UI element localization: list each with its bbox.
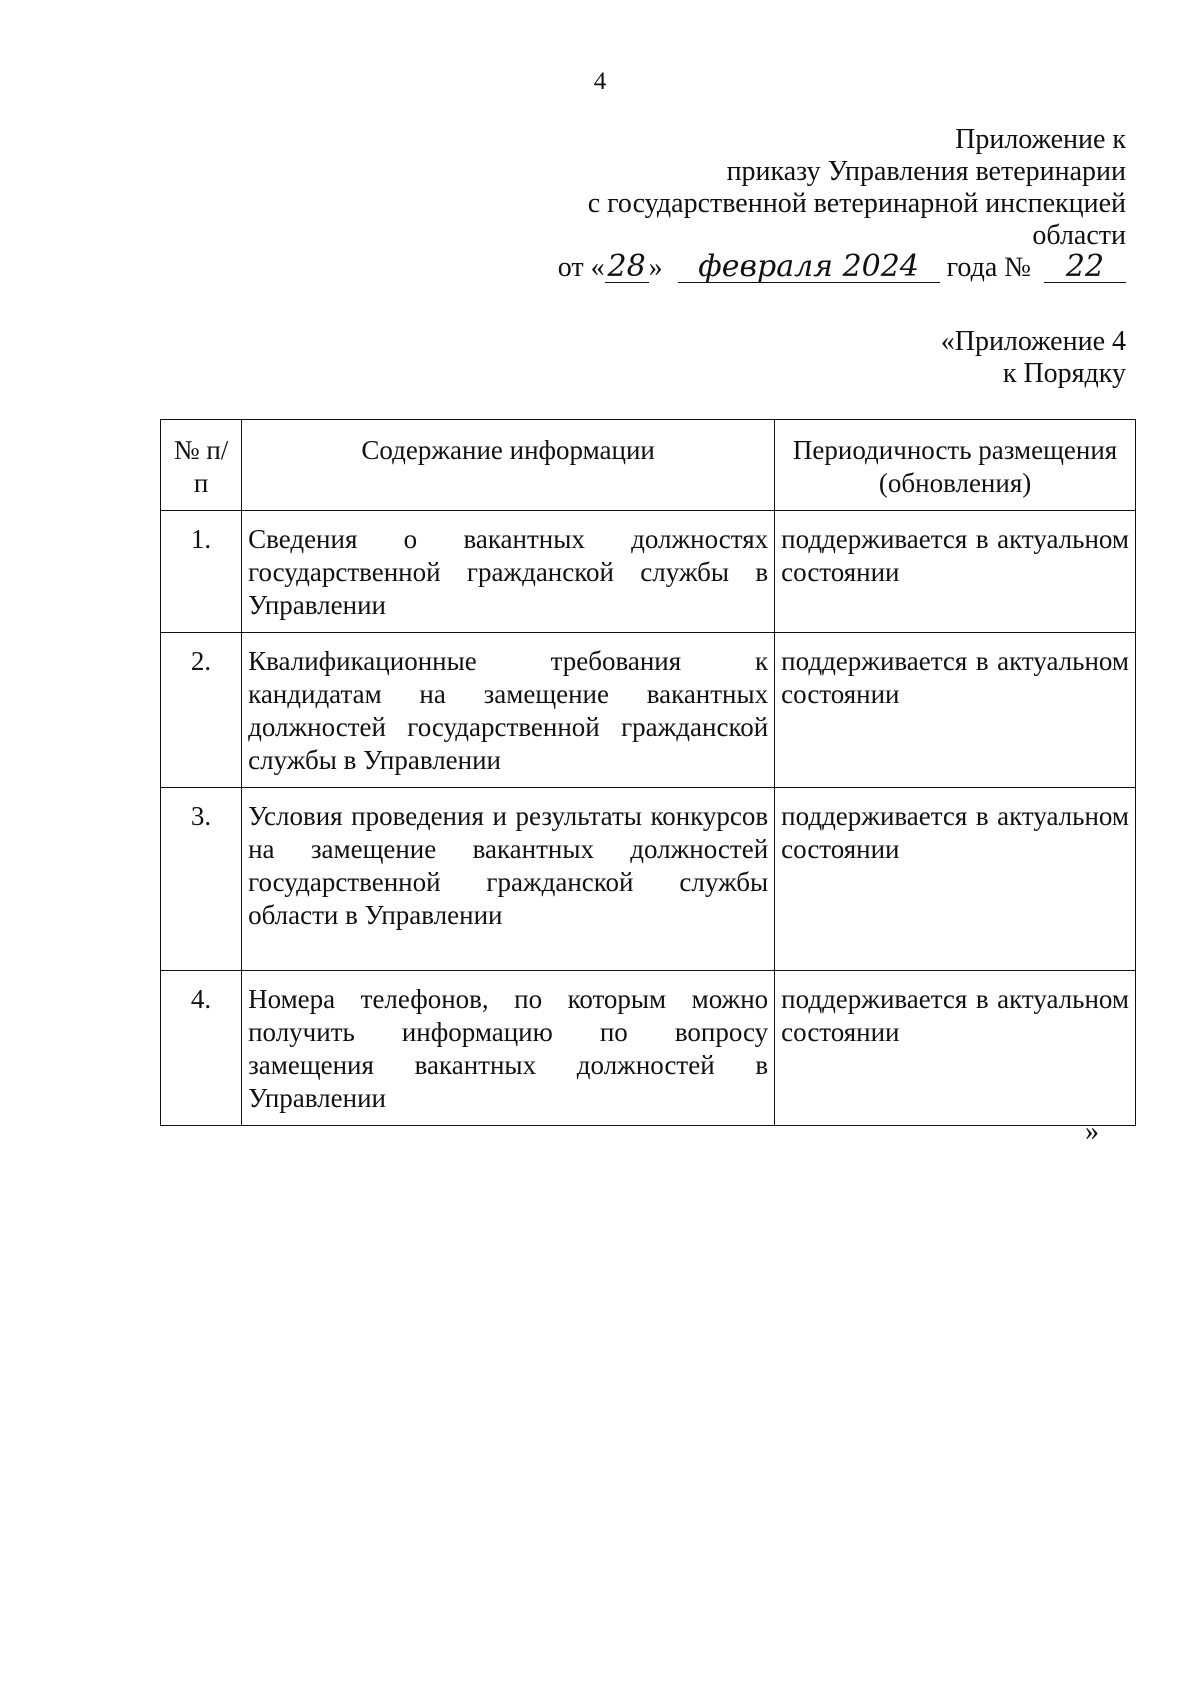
row-num: 1. bbox=[161, 511, 242, 633]
table-row bbox=[161, 971, 1136, 1126]
header-period: Периодичность размещения (обновления) bbox=[775, 420, 1136, 511]
header-content: Содержание информации bbox=[242, 420, 775, 511]
header-line: с государственной ветеринарной инспекцией bbox=[587, 188, 1126, 219]
header-line: области bbox=[1032, 220, 1126, 251]
row-period: поддерживается в актуальном состоянии bbox=[775, 511, 1136, 633]
order-number-handwritten: 22 bbox=[1044, 252, 1126, 283]
table-row bbox=[161, 788, 1136, 971]
order-day-handwritten: 28 bbox=[605, 252, 649, 283]
header-line: Приложение к bbox=[955, 124, 1126, 155]
appendix-header bbox=[588, 124, 1126, 252]
table-row bbox=[161, 511, 1136, 633]
row-content: Сведения о вакантных должностях государственной гражданской службы в Управлении bbox=[242, 511, 775, 633]
row-content: Номера телефонов, по которым можно получить информацию по вопросу замещения вакантных должностей в Управлении bbox=[242, 971, 775, 1126]
page-number: 4 bbox=[593, 68, 607, 95]
row-period: поддерживается в актуальном состоянии bbox=[775, 788, 1136, 971]
row-content: Квалификационные требования к кандидатам на замещение вакантных должностей государственной гражданской службы в Управлении bbox=[242, 633, 775, 788]
row-content: Условия проведения и результаты конкурсов на замещение вакантных должностей государственной гражданской службы области в Управлении bbox=[242, 788, 775, 971]
order-day-close: » bbox=[648, 252, 663, 283]
header-num: № п/п bbox=[161, 420, 242, 511]
appendix-reference bbox=[941, 326, 1126, 390]
table-header-row bbox=[161, 420, 1136, 511]
appendix-line: «Приложение 4 bbox=[940, 326, 1126, 357]
order-date-line bbox=[558, 250, 1126, 286]
table-row bbox=[161, 633, 1136, 788]
row-num: 4. bbox=[161, 971, 242, 1126]
row-period: поддерживается в актуальном состоянии bbox=[775, 633, 1136, 788]
order-from-label: от « bbox=[557, 252, 605, 283]
header-line: приказу Управления ветеринарии bbox=[726, 156, 1126, 187]
order-year-label: года № bbox=[946, 252, 1031, 283]
row-num: 3. bbox=[161, 788, 242, 971]
row-period: поддерживается в актуальном состоянии bbox=[775, 971, 1136, 1126]
closing-quote: » bbox=[1085, 1116, 1099, 1147]
information-table bbox=[160, 419, 1136, 1126]
appendix-line: к Порядку bbox=[1002, 358, 1126, 389]
row-num: 2. bbox=[161, 633, 242, 788]
order-month-year-handwritten: февраля 2024 bbox=[678, 252, 940, 283]
